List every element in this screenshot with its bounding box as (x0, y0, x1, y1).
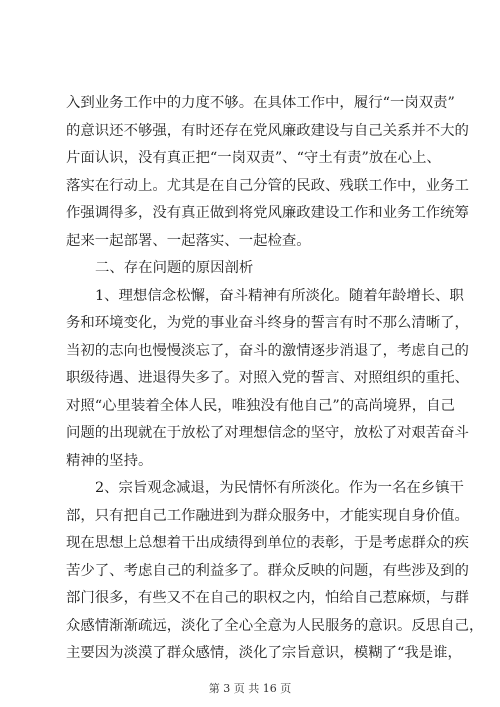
page-footer: 第 3 页 共 16 页 (208, 682, 292, 695)
text-line: 职级待遇、进退得失多了。对照入党的誓言、对照组织的重托、 (66, 370, 469, 386)
text-line: 1、理想信念松懈，奋斗精神有所淡化。随着年龄增长、职 (95, 288, 464, 304)
text-line: 众感情渐渐疏远，淡化了全心全意为人民服务的意识。反思自己， (66, 618, 484, 634)
text-line: 问题的出现就在于放松了对理想信念的坚守，放松了对艰苦奋斗 (66, 425, 469, 441)
text-line: 起来一起部署、一起落实、一起检查。 (66, 233, 311, 249)
text-line: 的意识还不够强，有时还存在党风廉政建设与自己关系并不大的 (66, 123, 469, 139)
text-line: 片面认识，没有真正把“一岗双责”、“守土有责”放在心上、 (66, 150, 441, 166)
text-line: 2、宗旨观念减退，为民情怀有所淡化。作为一名在乡镇干 (95, 480, 464, 496)
text-line: 入到业务工作中的力度不够。在具体工作中，履行“一岗双责” (66, 95, 455, 111)
text-line: 对照“心里装着全体人民，唯独没有他自己”的高尚境界，自己 (66, 398, 455, 414)
text-line: 现在思想上总想着干出成绩得到单位的表彰，于是考虑群众的疾 (66, 535, 469, 551)
text-line: 落实在行动上。尤其是在自己分管的民政、残联工作中，业务工 (66, 178, 469, 194)
text-line: 务和环境变化，为党的事业奋斗终身的誓言有时不那么清晰了， (66, 315, 469, 331)
text-line: 作强调得多，没有真正做到将党风廉政建设工作和业务工作统筹 (66, 205, 469, 221)
section-heading: 二、存在问题的原因剖析 (95, 260, 254, 276)
text-line: 部门很多，有些又不在自己的职权之内，怕给自己惹麻烦，与群 (66, 590, 469, 606)
text-line: 主要因为淡漠了群众感情，淡化了宗旨意识，模糊了“我是谁， (66, 645, 462, 661)
text-line: 苦少了、考虑自己的利益多了。群众反映的问题，有些涉及到的 (66, 563, 469, 579)
text-line: 精神的坚持。 (66, 453, 153, 469)
text-line: 当初的志向也慢慢淡忘了，奋斗的激情逐步消退了，考虑自己的 (66, 343, 469, 359)
text-line: 部，只有把自己工作融进到为群众服务中，才能实现自身价值。 (66, 508, 469, 524)
